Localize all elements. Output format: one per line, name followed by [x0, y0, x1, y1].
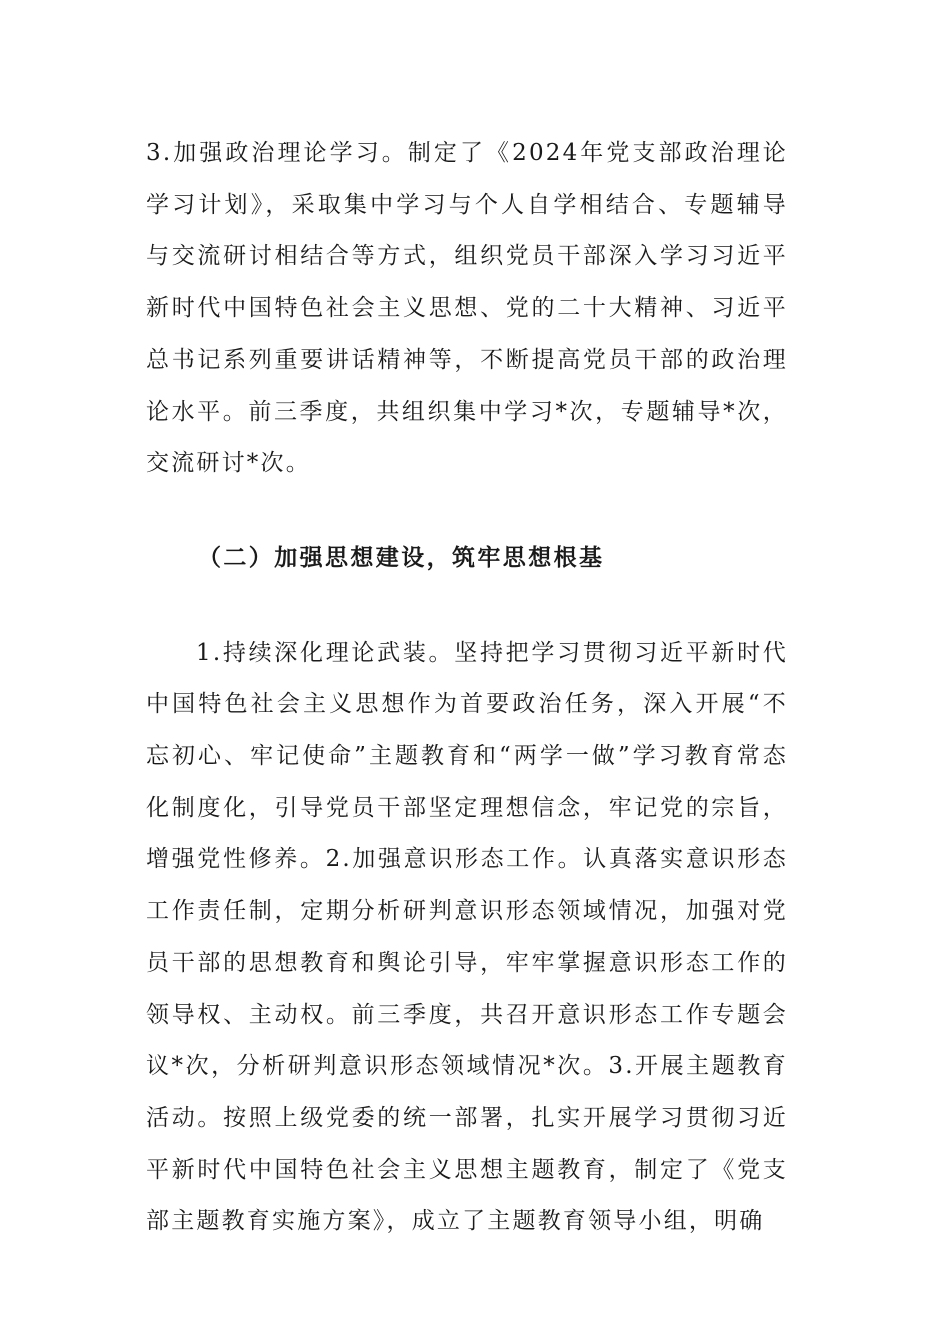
document-page — [146, 128, 788, 1248]
paragraph-political-theory-study: 3.加强政治理论学习。制定了《2024年党支部政治理论学习计划》，采取集中学习与个人自学相结合、专题辅导与交流研讨相结合等方式，组织党员干部深入学习习近平新时代中国特色社会主义思想、党的二十大精神、习近平总书记系列重要讲话精神等，不断提高党员干部的政治理论水平。前三季度，共组织集中学习*次，专题辅导*次，交流研讨*次。 — [146, 140, 788, 477]
section-heading-ideological-building: （二）加强思想建设，筑牢思想根基 — [198, 544, 605, 571]
paragraph-theory-armament: 1.持续深化理论武装。坚持把学习贯彻习近平新时代中国特色社会主义思想作为首要政治任务，深入开展“不忘初心、牢记使命”主题教育和“两学一做”学习教育常态化制度化，引导党员干部坚定理想信念，牢记党的宗旨，增强党性修养。2.加强意识形态工作。认真落实意识形态工作责任制，定期分析研判意识形态领域情况，加强对党员干部的思想教育和舆论引导，牢牢掌握意识形态工作的领导权、主动权。前三季度，共召开意识形态工作专题会议*次，分析研判意识形态领域情况*次。3.开展主题教育活动。按照上级党委的统一部署，扎实开展学习贯彻习近平新时代中国特色社会主义思想主题教育，制定了《党支部主题教育实施方案》，成立了主题教育领导小组，明确 — [146, 639, 788, 1235]
